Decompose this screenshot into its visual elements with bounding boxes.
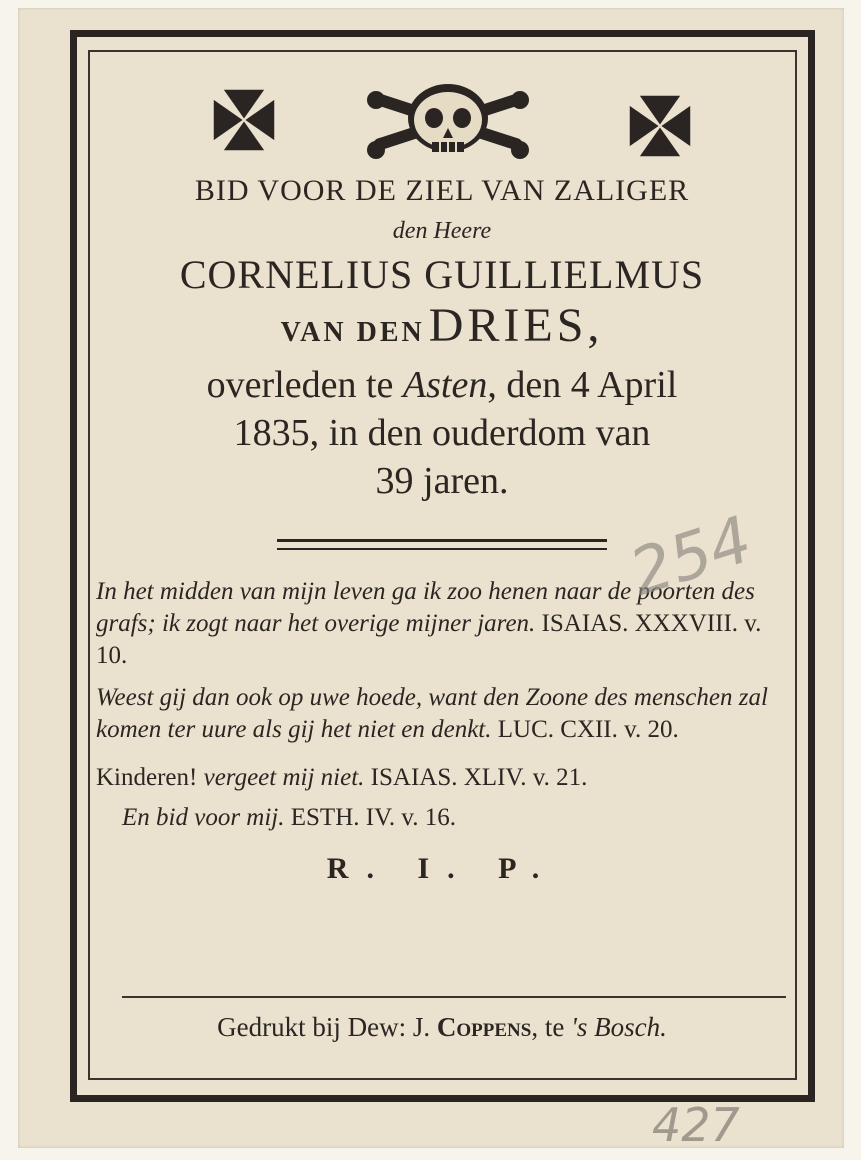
printer-text: , te bbox=[531, 1012, 565, 1042]
printer-line bbox=[92, 1012, 792, 1043]
divider bbox=[277, 539, 607, 550]
card-content bbox=[92, 80, 792, 886]
surname-prefix: VAN DEN bbox=[280, 317, 425, 348]
pencil-annotation: 254 bbox=[621, 502, 761, 612]
quote-reference: ISAIAS. XLIV. v. 21. bbox=[370, 764, 588, 791]
rip: R. I. P. bbox=[326, 852, 558, 885]
quote-text: En bid voor mij. bbox=[122, 804, 285, 831]
death-line-1 bbox=[92, 361, 792, 409]
surname: DRIES, bbox=[428, 299, 604, 352]
scripture-quote-4 bbox=[92, 802, 792, 834]
given-names: CORNELIUS GUILLIELMUS bbox=[179, 252, 705, 297]
prayer-heading: BID VOOR DE ZIEL VAN ZALIGER bbox=[194, 174, 690, 207]
death-line-2: 1835, in den ouderdom van bbox=[233, 412, 651, 454]
scripture-quote-3 bbox=[92, 762, 792, 794]
quote-text: vergeet mij niet. bbox=[203, 764, 365, 791]
death-date: , den 4 April bbox=[487, 364, 678, 406]
honorific: den Heere bbox=[392, 218, 492, 244]
maltese-cross-icon bbox=[622, 90, 698, 162]
death-line-3: 39 jaren. bbox=[375, 460, 509, 502]
maltese-cross-icon bbox=[206, 84, 282, 156]
death-notice bbox=[92, 361, 792, 505]
printer-text: Gedrukt bij Dew: J. bbox=[217, 1012, 431, 1042]
quote-text: Kinderen! bbox=[96, 764, 198, 791]
quote-text: In het midden van mijn leven ga ik zoo henen naar de poorten des grafs; ik zogt naar het overige mijner jaren. bbox=[96, 578, 755, 637]
pencil-annotation: 427 bbox=[652, 1098, 740, 1152]
death-text: overleden te bbox=[206, 364, 394, 406]
death-place: Asten bbox=[402, 364, 488, 406]
ornament-row bbox=[92, 80, 792, 160]
scripture-quote-2 bbox=[92, 682, 792, 746]
printer-place: 's Bosch. bbox=[571, 1012, 667, 1042]
surname-line bbox=[92, 298, 792, 353]
quote-reference: ESTH. IV. v. 16. bbox=[290, 804, 457, 831]
printer-name: Coppens bbox=[436, 1012, 532, 1042]
quote-text: Weest gij dan ook op uwe hoede, want den Zoone des menschen zal komen ter uure als gij het niet en denkt. bbox=[96, 684, 768, 743]
bottom-rule bbox=[122, 996, 786, 998]
quote-reference: LUC. CXII. v. 20. bbox=[497, 716, 679, 743]
quote-reference: ISAIAS. XXXVIII. v. 10. bbox=[96, 610, 762, 669]
skull-crossbones-icon bbox=[362, 80, 534, 172]
